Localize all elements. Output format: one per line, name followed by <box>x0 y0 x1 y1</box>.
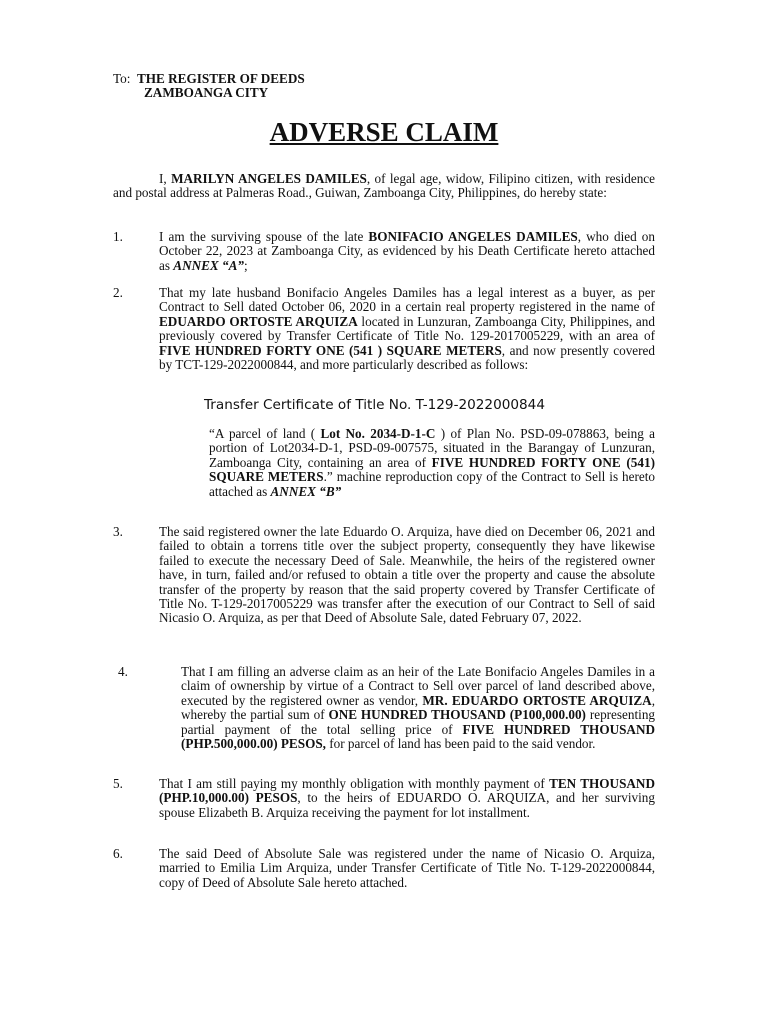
quote-text-part: “A parcel of land ( <box>209 426 321 441</box>
item-4-text-part: That I am filling an adverse claim as an heir of the Late Bonifacio Angeles Damiles in a claim of ownership by virtue of a Contract to Sell over parcel of land described above, executed by the registered owner as vendor, <box>181 664 655 708</box>
item-2-number: 2. <box>113 285 123 300</box>
intro-lead: I, <box>159 171 167 186</box>
item-1-text <box>159 230 655 273</box>
claimant-name: MARILYN ANGELES DAMILES <box>171 171 367 186</box>
to-label: To: <box>113 71 131 86</box>
item-2-text-part: located in Lunzuran, Zamboanga City, Philippines, and previously covered by Transfer Certificate of Title No. 129-2017005229, with an area of <box>159 313 655 344</box>
item-4-text-part: , whereby the partial sum of <box>181 692 655 723</box>
item-4-text-part: representing partial payment of the total selling price of <box>181 707 656 737</box>
item-1-number: 1. <box>113 229 123 244</box>
item-2-text-part: That my late husband Bonifacio Angeles Damiles has a legal interest as a buyer, as per Contract to Sell dated October 06, 2020 in a certain real property registered in the name of <box>159 285 655 315</box>
vendor-name: MR. EDUARDO ORTOSTE ARQUIZA <box>422 692 652 708</box>
item-4-number: 4. <box>118 664 128 679</box>
property-description-quote <box>209 427 655 499</box>
item-5-number: 5. <box>113 776 123 791</box>
item-5-text-part: That I am still paying my monthly obligation with monthly payment of <box>159 776 550 791</box>
item-6-text: The said Deed of Absolute Sale was registered under the name of Nicasio O. Arquiza, married to Emilia Lim Arquiza, under Transfer Certificate of Title No. T-129-2022000844, copy of Deed of Absolute Sale hereto attached. <box>159 846 655 890</box>
addressee-line-1 <box>113 72 305 86</box>
lot-number: Lot No. 2034-D-1-C <box>320 426 436 441</box>
property-area: FIVE HUNDRED FORTY ONE (541 ) SQUARE METERS <box>159 342 502 358</box>
item-2-text <box>159 286 655 372</box>
annex-a-label: ANNEX “A” <box>173 257 245 273</box>
item-4-text <box>181 665 655 751</box>
item-5-text-part: , to the heirs of EDUARDO O. ARQUIZA, and her surviving spouse Elizabeth B. Arquiza receiving the payment for lot installment. <box>159 790 655 820</box>
intro-rest: , of legal age, widow, Filipino citizen, with residence and postal address at Palmeras Road., Guiwan, Zamboanga City, Philippines, do hereby state: <box>113 171 656 201</box>
registered-owner-name: EDUARDO ORTOSTE ARQUIZA <box>159 313 358 329</box>
addressee-name: THE REGISTER OF DEEDS <box>137 71 305 86</box>
item-4-text-part: for parcel of land has been paid to the said vendor. <box>325 736 596 752</box>
item-1-text-part: I am the surviving spouse of the late <box>159 229 369 244</box>
addressee-line-2 <box>113 86 305 100</box>
monthly-payment-amount: TEN THOUSAND (PHP.10,000.00) PESOS <box>159 776 655 806</box>
document-title: ADVERSE CLAIM <box>269 117 499 147</box>
addressee-city: ZAMBOANGA CITY <box>144 85 269 101</box>
item-3-text: The said registered owner the late Eduardo O. Arquiza, have died on December 06, 2021 and failed to obtain a torrens title over the subject property, consequently they have likewise failed to execute the necessary Deed of Sale. Meanwhile, the heirs of the registered owner have, in turn, failed and/or refused to obtain a title over the property and cause the absolute transfer of the property by reason that the said property covered by Transfer Certificate of Title No. T-129-2017005229 was transfer after the execution of our Contract to Sell of said Nicasio O. Arquiza, as per that Deed of Absolute Sale, dated February 07, 2022. <box>159 524 655 626</box>
intro-paragraph <box>113 172 655 201</box>
deceased-name: BONIFACIO ANGELES DAMILES <box>368 229 578 244</box>
annex-b-label: ANNEX “B” <box>270 483 342 499</box>
total-price-amount: FIVE HUNDRED THOUSAND (PHP.500,000.00) PESOS, <box>181 721 655 752</box>
item-5-text <box>159 777 655 820</box>
item-1-text-part: , who died on October 22, 2023 at Zamboanga City, as evidenced by his Death Certificate hereto attached as <box>159 229 655 273</box>
item-6-number: 6. <box>113 846 123 861</box>
item-1-text-part: ; <box>244 257 248 273</box>
item-2-text-part: , and now presently covered by TCT-129-2022000844, and more particularly described as follows: <box>159 342 655 373</box>
item-3-number: 3. <box>113 524 123 539</box>
lot-area: FIVE HUNDRED FORTY ONE (541) SQUARE METERS <box>209 454 655 485</box>
tct-heading: Transfer Certificate of Title No. T-129-2022000844 <box>204 397 545 413</box>
quote-text-part: ) of Plan No. PSD-09-078863, being a portion of Lot2034-D-1, PSD-09-007575, situated in the Barangay of Lunzuran, Zamboanga City, containing an area of <box>209 426 655 470</box>
partial-payment-amount: ONE HUNDRED THOUSAND (P100,000.00) <box>328 707 586 723</box>
addressee-block <box>113 72 305 101</box>
quote-text-part: .” machine reproduction copy of the Contract to Sell is hereto attached as <box>209 469 655 499</box>
